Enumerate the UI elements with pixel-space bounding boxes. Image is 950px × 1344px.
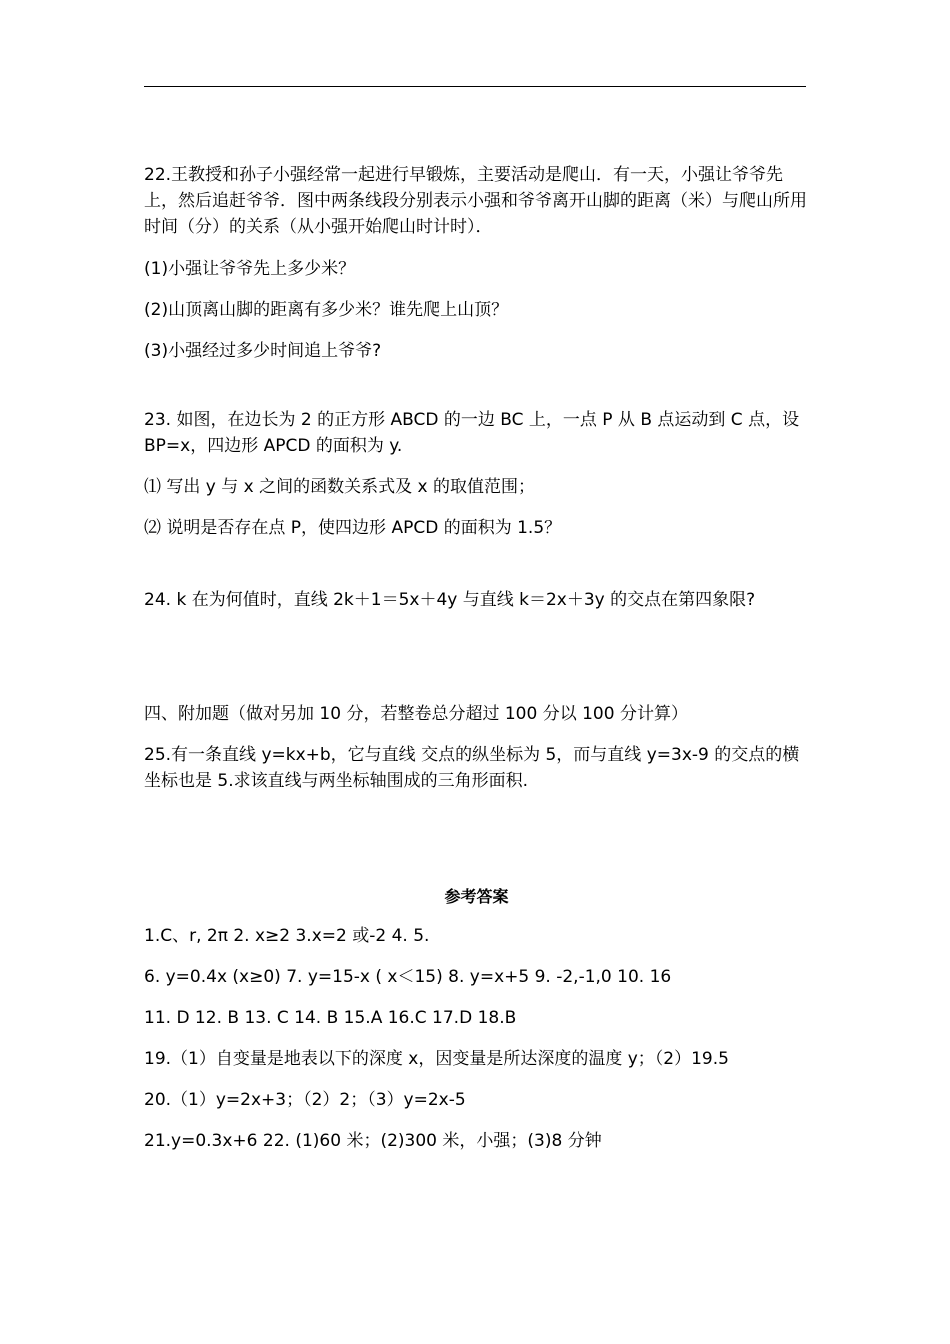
answer-line: 6. y=0.4x (x≥0) 7. y=15-x ( x＜15) 8. y=x+5 9. -2,-1,0 10. 16: [144, 967, 672, 987]
question-24-stem: 24. k 在为何值时，直线 2k＋1＝5x＋4y 与直线 k＝2x＋3y 的交点在第四象限?: [144, 590, 756, 610]
question-22-part-3: (3)小强经过多少时间追上爷爷?: [144, 341, 382, 361]
document-body: [144, 162, 809, 1154]
question-23-part-2: ⑵ 说明是否存在点 P，使四边形 APCD 的面积为 1.5？: [144, 518, 562, 538]
question-22-stem: 22.王教授和孙子小强经常一起进行早锻炼，主要活动是爬山．有一天，小强让爷爷先上，然后追赶爷爷．图中两条线段分别表示小强和爷爷离开山脚的距离（米）与爬山所用时间（分）的关系（从小强开始爬山时计时）．: [144, 165, 807, 237]
question-22-part-1: (1)小强让爷爷先上多少米？: [144, 259, 356, 279]
answer-line: 11. D 12. B 13. C 14. B 15.A 16.C 17.D 18.B: [144, 1008, 517, 1028]
question-23-stem: 23. 如图，在边长为 2 的正方形 ABCD 的一边 BC 上，一点 P 从 B 点运动到 C 点，设 BP=x，四边形 APCD 的面积为 y.: [144, 410, 800, 456]
answer-line: 20.（1）y=2x+3；（2）2；（3）y=2x-5: [144, 1090, 466, 1110]
question-22-part-2: (2)山顶离山脚的距离有多少米？谁先爬上山顶？: [144, 300, 509, 320]
section-4-heading: 四、附加题（做对另加 10 分，若整卷总分超过 100 分以 100 分计算）: [144, 704, 688, 724]
answer-line: 19.（1）自变量是地表以下的深度 x，因变量是所达深度的温度 y；（2）19.5: [144, 1049, 729, 1069]
header-rule: [144, 86, 806, 87]
answer-line: 1.C、r, 2π 2. x≥2 3.x=2 或-2 4. 5.: [144, 926, 430, 946]
answer-line: 21.y=0.3x+6 22. (1)60 米；(2)300 米，小强；(3)8 分钟: [144, 1131, 602, 1151]
answers-title: 参考答案: [444, 887, 509, 906]
question-23-part-1: ⑴ 写出 y 与 x 之间的函数关系式及 x 的取值范围；: [144, 477, 536, 497]
question-25-stem: 25.有一条直线 y=kx+b，它与直线 交点的纵坐标为 5，而与直线 y=3x-9 的交点的横坐标也是 5.求该直线与两坐标轴围成的三角形面积.: [144, 745, 800, 791]
